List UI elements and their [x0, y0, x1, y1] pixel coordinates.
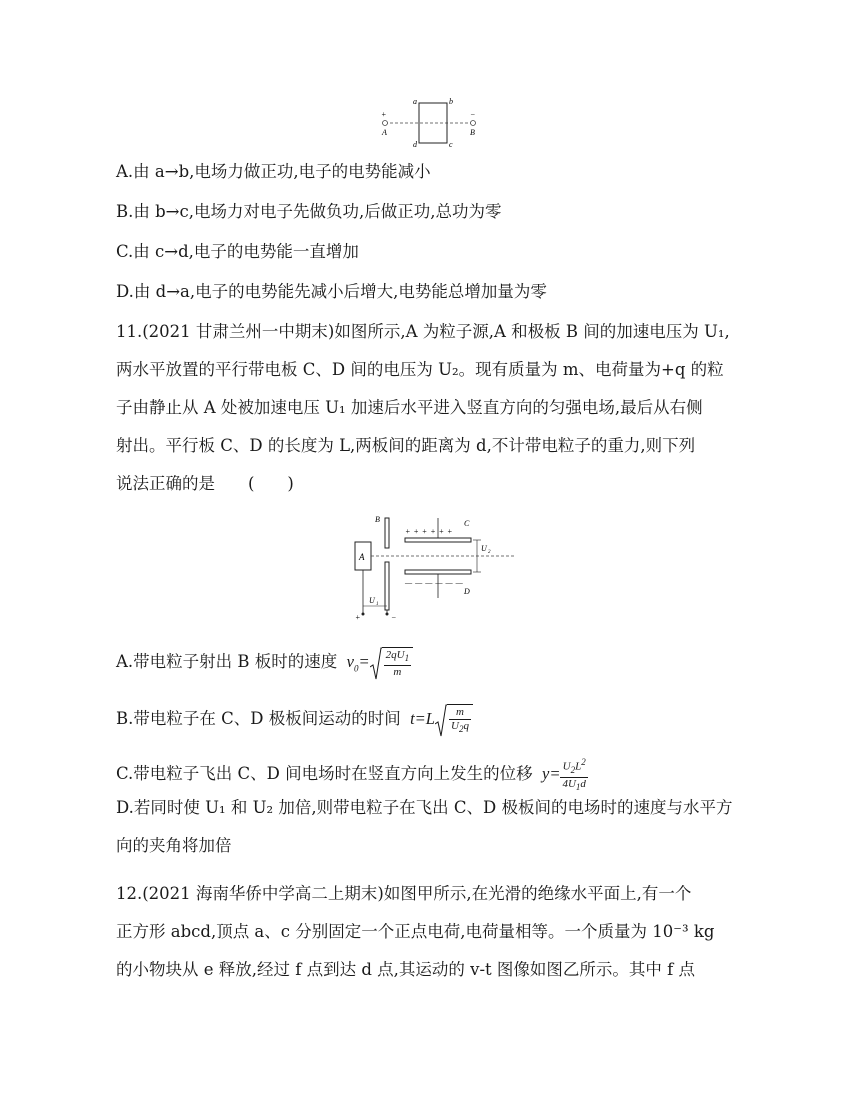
svg-text:+: + — [381, 110, 387, 119]
q11-option-d-line1: D.若同时使 U₁ 和 U₂ 加倍,则带电粒子在飞出 C、D 极板间的电场时的速度与水平方 — [116, 798, 733, 817]
q11-stem-line4: 射出。平行板 C、D 的长度为 L,两板间的距离为 d,不计带电粒子的重力,则下列 — [116, 436, 696, 455]
q11-option-a-formula: $v_0=$ $\frac{2qU_1}{m}$ — [343, 652, 414, 671]
svg-text:D: D — [464, 587, 470, 596]
q12-stem-line1: 12.(2021 海南华侨中学高二上期末)如图甲所示,在光滑的绝缘水平面上,有一个 — [116, 884, 692, 903]
q12-stem-line3: 的小物块从 e 释放,经过 f 点到达 d 点,其运动的 v-t 图像如图乙所示。其中 f 点 — [116, 960, 696, 979]
svg-text:a: a — [413, 97, 417, 106]
q11-option-c-text: C.带电粒子飞出 C、D 间电场时在竖直方向上发生的位移 — [116, 763, 533, 783]
q11-stem-line5: 说法正确的是 ( ) — [116, 474, 294, 493]
q11-option-a-text: A.带电粒子射出 B 板时的速度 — [116, 651, 338, 671]
svg-text:d: d — [413, 140, 417, 149]
q11-option-b-formula: t=L $\frac{m}{U_2q}$ — [406, 709, 473, 728]
q10-option-b: B.由 b→c,电场力对电子先做负功,后做正功,总功为零 — [116, 202, 502, 221]
svg-text:−: − — [391, 613, 397, 622]
q11-stem-line1: 11.(2021 甘肃兰州一中期末)如图所示,A 为粒子源,A 和极板 B 间的加速电压为 U₁, — [116, 322, 730, 341]
q12-stem-line2: 正方形 abcd,顶点 a、c 分别固定一个正点电荷,电荷量相等。一个质量为 10⁻³ kg — [116, 922, 715, 941]
svg-text:+: + — [355, 613, 361, 622]
svg-text:++++++: ++++++ — [405, 527, 456, 536]
q11-option-a — [116, 647, 413, 680]
svg-text:U: U — [481, 544, 487, 553]
q10-option-d: D.由 d→a,电子的电势能先减小后增大,电势能总增加量为零 — [116, 282, 547, 301]
svg-text:C: C — [464, 519, 470, 528]
svg-text:A: A — [359, 552, 365, 562]
svg-text:2: 2 — [488, 550, 491, 555]
svg-text:B: B — [470, 128, 475, 137]
svg-text:A: A — [382, 128, 387, 137]
figure-square-abcd — [375, 95, 485, 150]
q10-option-c: C.由 c→d,电子的电势能一直增加 — [116, 242, 359, 261]
q11-option-d-line2: 向的夹角将加倍 — [116, 836, 232, 855]
svg-text:c: c — [449, 140, 453, 149]
svg-text:——————: —————— — [405, 578, 466, 587]
q11-stem-line3: 子由静止从 A 处被加速电压 U₁ 加速后水平进入竖直方向的匀强电场,最后从右侧 — [116, 398, 703, 417]
q10-option-a: A.由 a→b,电场力做正功,电子的电势能减小 — [116, 162, 431, 181]
svg-text:1: 1 — [376, 602, 379, 607]
svg-text:b: b — [449, 97, 453, 106]
svg-text:B: B — [375, 515, 380, 524]
svg-text:U: U — [369, 596, 375, 605]
svg-text:−: − — [470, 110, 476, 119]
q11-option-b — [116, 704, 473, 736]
q11-stem-line2: 两水平放置的平行带电板 C、D 间的电压为 U₂。现有质量为 m、电荷量为+q 的粒 — [116, 360, 724, 379]
figure-accelerator-plates — [345, 510, 520, 622]
q11-option-b-text: B.带电粒子在 C、D 极板间运动的时间 — [116, 708, 401, 728]
q11-option-c-formula: y= $\frac{U_2L^2}{4U_1d}$ — [537, 757, 586, 793]
q11-option-c — [116, 756, 588, 794]
